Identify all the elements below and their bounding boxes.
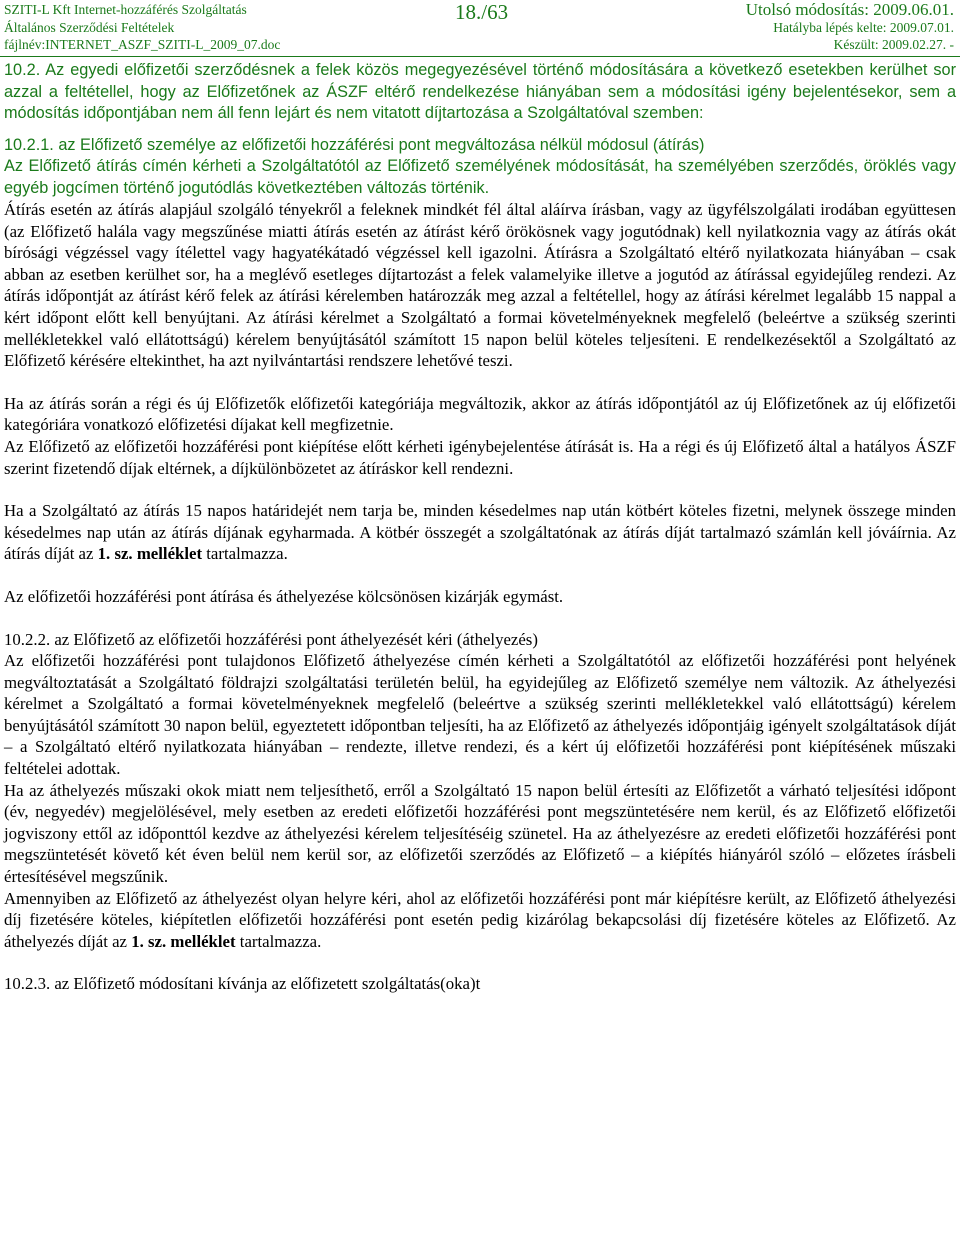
paragraph: Ha az áthelyezés műszaki okok miatt nem teljesíthető, erről a Szolgáltató 15 napon belül értesíti az Előfizetőt a várható teljesítési időpont (év, negyedév) megjelölésével, mely esetben az eredeti előfizetői hozzáférési pont megszüntetésére nem kerül, és az Előfizető előfizetői jogviszony ettől az időponttól kezdve az áthelyezési kérelem teljesítéséig szünetel. Ha az áthelyezésre az eredeti előfizetői hozzáférési pont megszüntetését követő két éven belül nem kerül sor, az előfizetői szerződés az Előfizető – a kiépítés hiányáról szóló – előzetes írásbeli értesítésével megszűnik. xyxy=(4,780,956,887)
text-run: Ha a Szolgáltató az átírás 15 napos határidejét nem tarja be, minden késedelmes nap után kötbért köteles fizetni, melynek összege minden késedelmes nap után az átírás díjának egyharmada. A kötbér összegét a szolgáltatónak az átírás díját tartalmazó számlán kell jóváírnia. Az átírás díját az xyxy=(4,501,956,564)
annex-number: 1. sz. xyxy=(131,931,167,951)
header-document-title: Általános Szerződési Feltételek xyxy=(4,20,175,35)
paragraph: Ha az átírás során a régi és új Előfizetők előfizetői kategóriája megváltozik, akkor az átírás időpontjától az új Előfizetőnek az új előfizetői kategóriára vonatkozó előfizetési díjakat kell megfizetnie. xyxy=(4,393,956,435)
header-created-date: Készült: 2009.02.27. - xyxy=(833,37,954,52)
text-run: tartalmazza. xyxy=(202,544,288,564)
header-company: SZITI-L Kft Internet-hozzáférés Szolgáltatás xyxy=(4,2,247,17)
annex-label: melléklet xyxy=(170,931,236,951)
document-body xyxy=(4,60,956,995)
header-effective-date: Hatályba lépés kelte: 2009.07.01. xyxy=(773,20,954,35)
paragraph xyxy=(4,888,956,953)
text-run: tartalmazza. xyxy=(235,931,322,951)
section-heading: 10.2.2. az Előfizető az előfizetői hozzáférési pont áthelyezését kéri (áthelyezés) xyxy=(4,629,538,649)
paragraph: Az előfizetői hozzáférési pont átírása és áthelyezése kölcsönösen kizárják egymást. xyxy=(4,586,564,606)
header-page-number: 18./63 xyxy=(455,0,509,24)
section-heading: 10.2.3. az Előfizető módosítani kívánja az előfizetett szolgáltatás(oka)t xyxy=(4,974,481,994)
annex-label: melléklet xyxy=(136,544,203,564)
text-run: Amennyiben az Előfizető az áthelyezést olyan helyre kéri, ahol az előfizetői hozzáférési pont már kiépítésre került, az Előfizető áthelyezési díj fizetésére köteles, kiépítetlen előfizetői hozzáférési pont esetén pedig kizárólag bekapcsolási díj fizetésére köteles az Előfizető. Az áthelyezés díját az xyxy=(4,888,956,951)
section-10-2 xyxy=(4,60,956,125)
header-last-modified: Utolsó módosítás: 2009.06.01. xyxy=(745,0,954,19)
section-10-2-1-body xyxy=(4,199,956,995)
header-divider xyxy=(0,56,960,57)
header-filename: fájlnév:INTERNET_ASZF_SZITI-L_2009_07.doc xyxy=(4,37,281,52)
section-heading: 10.2.1. az Előfizető személye az előfizetői hozzáférési pont megváltozása nélkül módosul (átírás) xyxy=(4,135,705,154)
paragraph xyxy=(4,500,956,565)
paragraph: Az Előfizető az előfizetői hozzáférési pont kiépítése előtt kérheti igénybejelentése átírását is. Ha a régi és új Előfizető által a hatályos ÁSZF szerint fizetendő díjak eltérnek, a díjkülönbözetet az átíráskor kell rendezni. xyxy=(4,436,956,478)
section-10-2-1-intro xyxy=(4,156,956,199)
page-header xyxy=(0,0,960,56)
paragraph: Átírás esetén az átírás alapjául szolgáló tényekről a feleknek mindkét fél által aláírva írásban, vagy az ügyfélszolgálati irodában együttesen (az Előfizető halála vagy megszűnése miatti átírás esetén az átírást kérő örökösnek vagy jogutódnak) kell nyilatkoznia vagy az átírás okát bírósági végzéssel vagy ítélettel vagy hagyatékátadó végzéssel kell igazolni. Átírásra a Szolgáltató eltérő nyilatkozata hiányában – csak abban az esetben kerülhet sor, ha a meglévő esetleges díjtartozást a felek valamelyike illetve a jogutód az átírással egyidejűleg rendezi. Az átírás időpontját az átírást kérő felek az átírási kérelemben határozzák meg azzal a feltétellel, hogy az átírási kérelmet legalább 15 nappal a kért időpont előtt kell benyújtani. Az átírási kérelmet a Szolgáltató a formai követelményeknek megfelelő (beleértve a szükség szerinti mellékletekkel való ellátottságú) kérelem benyújtásától számított 15 napon belül köteles teljesíteni. E rendelkezésektől a Szolgáltató az Előfizető kérésére eltekinthet, ha azt nyilvántartási rendszere lehetővé teszi. xyxy=(4,200,956,371)
section-10-2-text: 10.2. Az egyedi előfizetői szerződésnek a felek közös megegyezésével történő módosítására a következő esetekben kerülhet sor azzal a feltétellel, hogy az Előfizetőnek az ÁSZF eltérő rendelkezése hiányában sem a módosítási igény bejelentésekor, sem a módosítás időpontjában nem áll fenn lejárt és nem vitatott díjtartozása a Szolgáltatóval szemben: xyxy=(4,61,956,122)
annex-number: 1. sz. xyxy=(97,544,133,564)
section-10-2-1-heading xyxy=(4,135,956,157)
paragraph: Az Előfizető átírás címén kérheti a Szolgáltatótól az Előfizető személyének módosítását, ha személyében szerződés, öröklés vagy egyéb jogcímen történő jogutódlás következtében változás történik. xyxy=(4,157,956,197)
paragraph: Az előfizetői hozzáférési pont tulajdonos Előfizető áthelyezése címén kérheti a Szolgáltatótól az előfizetői hozzáférési pont helyének megváltoztatását a Szolgáltató földrajzi szolgáltatási területén belül, ha egyidejűleg az Előfizető személye nem változik. Az áthelyezési kérelmet a Szolgáltató a formai követelményeknek megfelelő (beleértve a szükség szerinti mellékletekkel való ellátottságú) kérelem benyújtásától számított 30 napon belül, egyeztetett időpontban teljesíti, ha az Előfizető az áthelyezés időpontjáig igényelt szolgáltatások díját – a Szolgáltató eltérő nyilatkozata hiányában – rendezte, illetve rendezi, és a kért új előfizetői hozzáférési pont kiépítésének műszaki feltételei adottak. xyxy=(4,651,956,779)
